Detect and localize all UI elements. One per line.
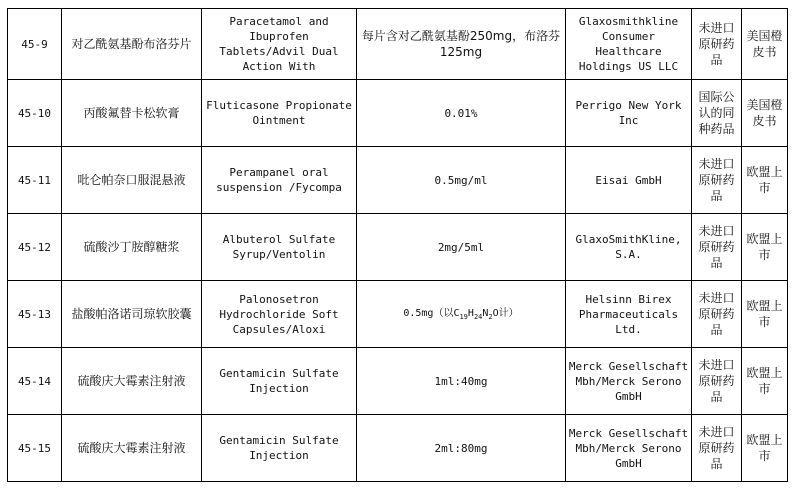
category-cell: 国际公认的同种药品	[692, 80, 742, 147]
english-name-cell: Perampanel oral suspension /Fycompa	[202, 147, 357, 214]
english-name-cell: Albuterol Sulfate Syrup/Ventolin	[202, 214, 357, 281]
spec-subscript: 19	[459, 313, 468, 321]
source-cell: 美国橙皮书	[742, 80, 788, 147]
generic-name-cell: 吡仑帕奈口服混悬液	[62, 147, 202, 214]
specification-cell: 2ml:80mg	[357, 415, 566, 482]
specification-cell	[357, 281, 566, 348]
category-cell: 未进口原研药品	[692, 348, 742, 415]
specification-cell: 1ml:40mg	[357, 348, 566, 415]
source-cell: 欧盟上市	[742, 415, 788, 482]
serial-number-cell: 45-9	[8, 9, 62, 80]
category-cell: 未进口原研药品	[692, 147, 742, 214]
company-cell: Glaxosmithkline Consumer Healthcare Holdings US LLC	[566, 9, 692, 80]
serial-number-cell: 45-14	[8, 348, 62, 415]
spec-text: O计）	[492, 308, 519, 319]
specification-cell: 2mg/5ml	[357, 214, 566, 281]
category-cell: 未进口原研药品	[692, 281, 742, 348]
spec-text: 0.5mg（以C	[403, 308, 460, 319]
spec-subscript: 2	[488, 313, 493, 321]
generic-name-cell: 硫酸庆大霉素注射液	[62, 348, 202, 415]
source-cell: 欧盟上市	[742, 214, 788, 281]
english-name-cell: Palonosetron Hydrochloride Soft Capsules/Aloxi	[202, 281, 357, 348]
english-name-cell: Paracetamol and Ibuprofen Tablets/Advil Dual Action With	[202, 9, 357, 80]
spec-text: H	[467, 308, 474, 319]
table-row	[8, 147, 788, 214]
table-row	[8, 281, 788, 348]
source-cell: 欧盟上市	[742, 281, 788, 348]
serial-number-cell: 45-10	[8, 80, 62, 147]
company-cell: Perrigo New York Inc	[566, 80, 692, 147]
generic-name-cell: 硫酸沙丁胺醇糖浆	[62, 214, 202, 281]
category-cell: 未进口原研药品	[692, 214, 742, 281]
spec-subscript: 24	[473, 313, 483, 321]
spec-text: N	[482, 308, 489, 319]
category-cell: 未进口原研药品	[692, 9, 742, 80]
company-cell: Helsinn Birex Pharmaceuticals Ltd.	[566, 281, 692, 348]
serial-number-cell: 45-11	[8, 147, 62, 214]
serial-number-cell: 45-13	[8, 281, 62, 348]
serial-number-cell: 45-12	[8, 214, 62, 281]
english-name-cell: Fluticasone Propionate Ointment	[202, 80, 357, 147]
generic-name-cell: 丙酸氟替卡松软膏	[62, 80, 202, 147]
table-row	[8, 348, 788, 415]
table-row	[8, 80, 788, 147]
source-cell: 美国橙皮书	[742, 9, 788, 80]
table-row	[8, 214, 788, 281]
specification-cell: 0.5mg/ml	[357, 147, 566, 214]
source-cell: 欧盟上市	[742, 147, 788, 214]
drug-list-table	[7, 8, 788, 482]
company-cell: Eisai GmbH	[566, 147, 692, 214]
company-cell: Merck Gesellschaft Mbh/Merck Serono GmbH	[566, 348, 692, 415]
generic-name-cell: 硫酸庆大霉素注射液	[62, 415, 202, 482]
table-row	[8, 9, 788, 80]
english-name-cell: Gentamicin Sulfate Injection	[202, 415, 357, 482]
generic-name-cell: 对乙酰氨基酚布洛芬片	[62, 9, 202, 80]
table-row	[8, 415, 788, 482]
english-name-cell: Gentamicin Sulfate Injection	[202, 348, 357, 415]
serial-number-cell: 45-15	[8, 415, 62, 482]
generic-name-cell: 盐酸帕洛诺司琼软胶囊	[62, 281, 202, 348]
company-cell: GlaxoSmithKline, S.A.	[566, 214, 692, 281]
category-cell: 未进口原研药品	[692, 415, 742, 482]
specification-cell: 每片含对乙酰氨基酚250mg，布洛芬125mg	[357, 9, 566, 80]
company-cell: Merck Gesellschaft Mbh/Merck Serono GmbH	[566, 415, 692, 482]
source-cell: 欧盟上市	[742, 348, 788, 415]
drug-list-table-container	[7, 8, 788, 482]
specification-cell: 0.01%	[357, 80, 566, 147]
